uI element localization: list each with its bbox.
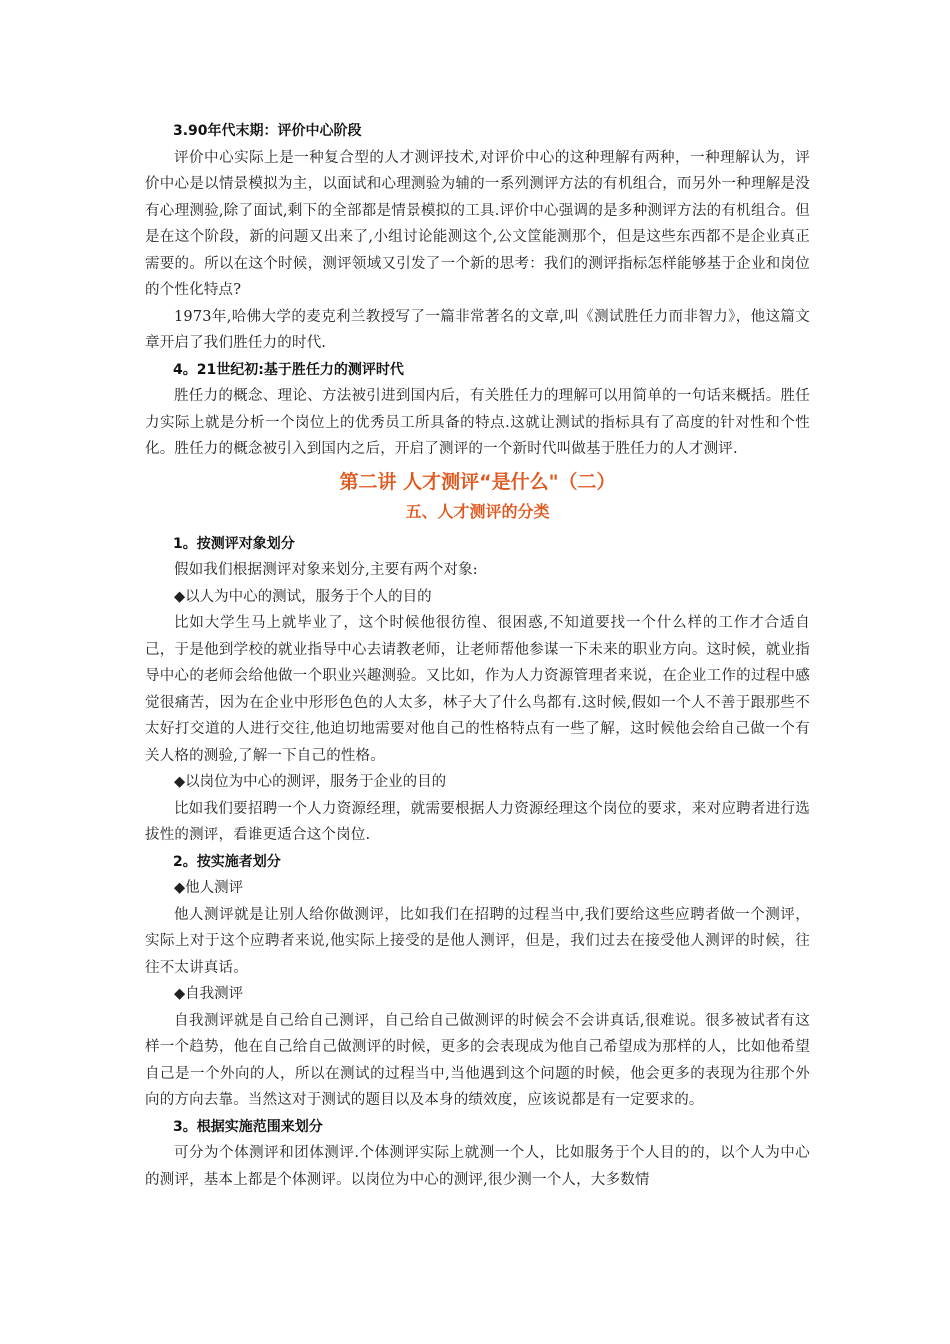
heading-by-implementer: 2。按实施者划分 (173, 853, 281, 870)
document-page (145, 118, 810, 1193)
section-title: 五、人才测评的分类 (405, 501, 550, 521)
bullet-other-assessment: ◆他人测评 (174, 880, 244, 896)
bullet-person-centered: ◆以人为中心的测试，服务于个人的目的 (174, 588, 432, 605)
paragraph-other-assessment: 他人测评就是让别人给你做测评，比如我们在招聘的过程当中,我们要给这些应聘者做一个测评，实际上对于这个应聘者来说,他实际上接受的是他人测评，但是，我们过去在接受他人测评的时候，往往不太讲真话。 (145, 906, 810, 976)
paragraph-mcclelland-1973: 1973年,哈佛大学的麦克利兰教授写了一篇非常著名的文章,叫《测试胜任力而非智力》，他这篇文章开启了我们胜任力的时代. (145, 308, 810, 351)
heading-21st-century-competency: 4。21世纪初:基于胜任力的测评时代 (173, 361, 404, 378)
paragraph-assessment-center: 评价中心实际上是一种复合型的人才测评技术,对评价中心的这种理解有两种，一种理解认为，评价中心是以情景模拟为主，以面试和心理测验为辅的一系列测评方法的有机组合，而另外一种理解是没有心理测验,除了面试,剩下的全部都是情景模拟的工具.评价中心强调的是多种测评方法的有机组合。但是在这个阶段，新的问题又出来了,小组讨论能测这个,公文筐能测那个，但是这些东西都不是企业真正需要的。所以在这个时候，测评领域又引发了一个新的思考：我们的测评指标怎样能够基于企业和岗位的个性化特点? (145, 149, 810, 298)
heading-1990s-assessment-center: 3.90年代末期：评价中心阶段 (173, 123, 362, 139)
heading-by-scope: 3。根据实施范围来划分 (173, 1118, 323, 1135)
bullet-position-centered: ◆以岗位为中心的测评，服务于企业的目的 (174, 774, 447, 790)
paragraph-person-centered-example: 比如大学生马上就毕业了，这个时候他很彷徨、很困惑,不知道要找一个什么样的工作才合适自己，于是他到学校的就业指导中心去请教老师，让老师帮他参谋一下未来的职业方向。这时候，就业指导中心的老师会给他做一个职业兴趣测验。又比如，作为人力资源管理者来说，在企业工作的过程中感觉很痛苦，因为在企业中形形色色的人太多，林子大了什么鸟都有.这时候,假如一个人不善于跟那些不太好打交道的人进行交往,他迫切地需要对他自己的性格特点有一些了解，这时候他会给自己做一个有关人格的测验,了解一下自己的性格。 (145, 615, 810, 764)
paragraph-position-centered-example: 比如我们要招聘一个人力资源经理，就需要根据人力资源经理这个岗位的要求，来对应聘者进行选拔性的测评，看谁更适合这个岗位. (145, 800, 810, 843)
heading-by-object: 1。按测评对象划分 (173, 535, 295, 552)
paragraph-scope: 可分为个体测评和团体测评.个体测评实际上就测一个人，比如服务于个人目的的，以个人为中心的测评，基本上都是个体测评。以岗位为中心的测评,很少测一个人，大多数情 (145, 1145, 810, 1188)
lecture-title: 第二讲 人才测评“是什么"（二） (339, 470, 616, 493)
paragraph-competency: 胜任力的概念、理论、方法被引进到国内后，有关胜任力的理解可以用简单的一句话来概括。胜任力实际上就是分析一个岗位上的优秀员工所具备的特点.这就让测试的指标具有了高度的针对性和个性化。胜任力的概念被引入到国内之后，开启了测评的一个新时代叫做基于胜任力的人才测评. (145, 388, 810, 457)
paragraph-two-objects: 假如我们根据测评对象来划分,主要有两个对象: (174, 562, 478, 578)
paragraph-self-assessment: 自我测评就是自己给自己测评，自己给自己做测评的时候会不会讲真话,很难说。很多被试者有这样一个趋势，他在自己给自己做测评的时候，更多的会表现成为他自己希望成为那样的人，比如他希望自己是一个外向的人，所以在测试的过程当中,当他遇到这个问题的时候，他会更多的表现为往那个外向的方向去靠。当然这对于测试的题目以及本身的绩效度，应该说都是有一定要求的。 (145, 1012, 810, 1108)
bullet-self-assessment: ◆自我测评 (174, 986, 244, 1002)
